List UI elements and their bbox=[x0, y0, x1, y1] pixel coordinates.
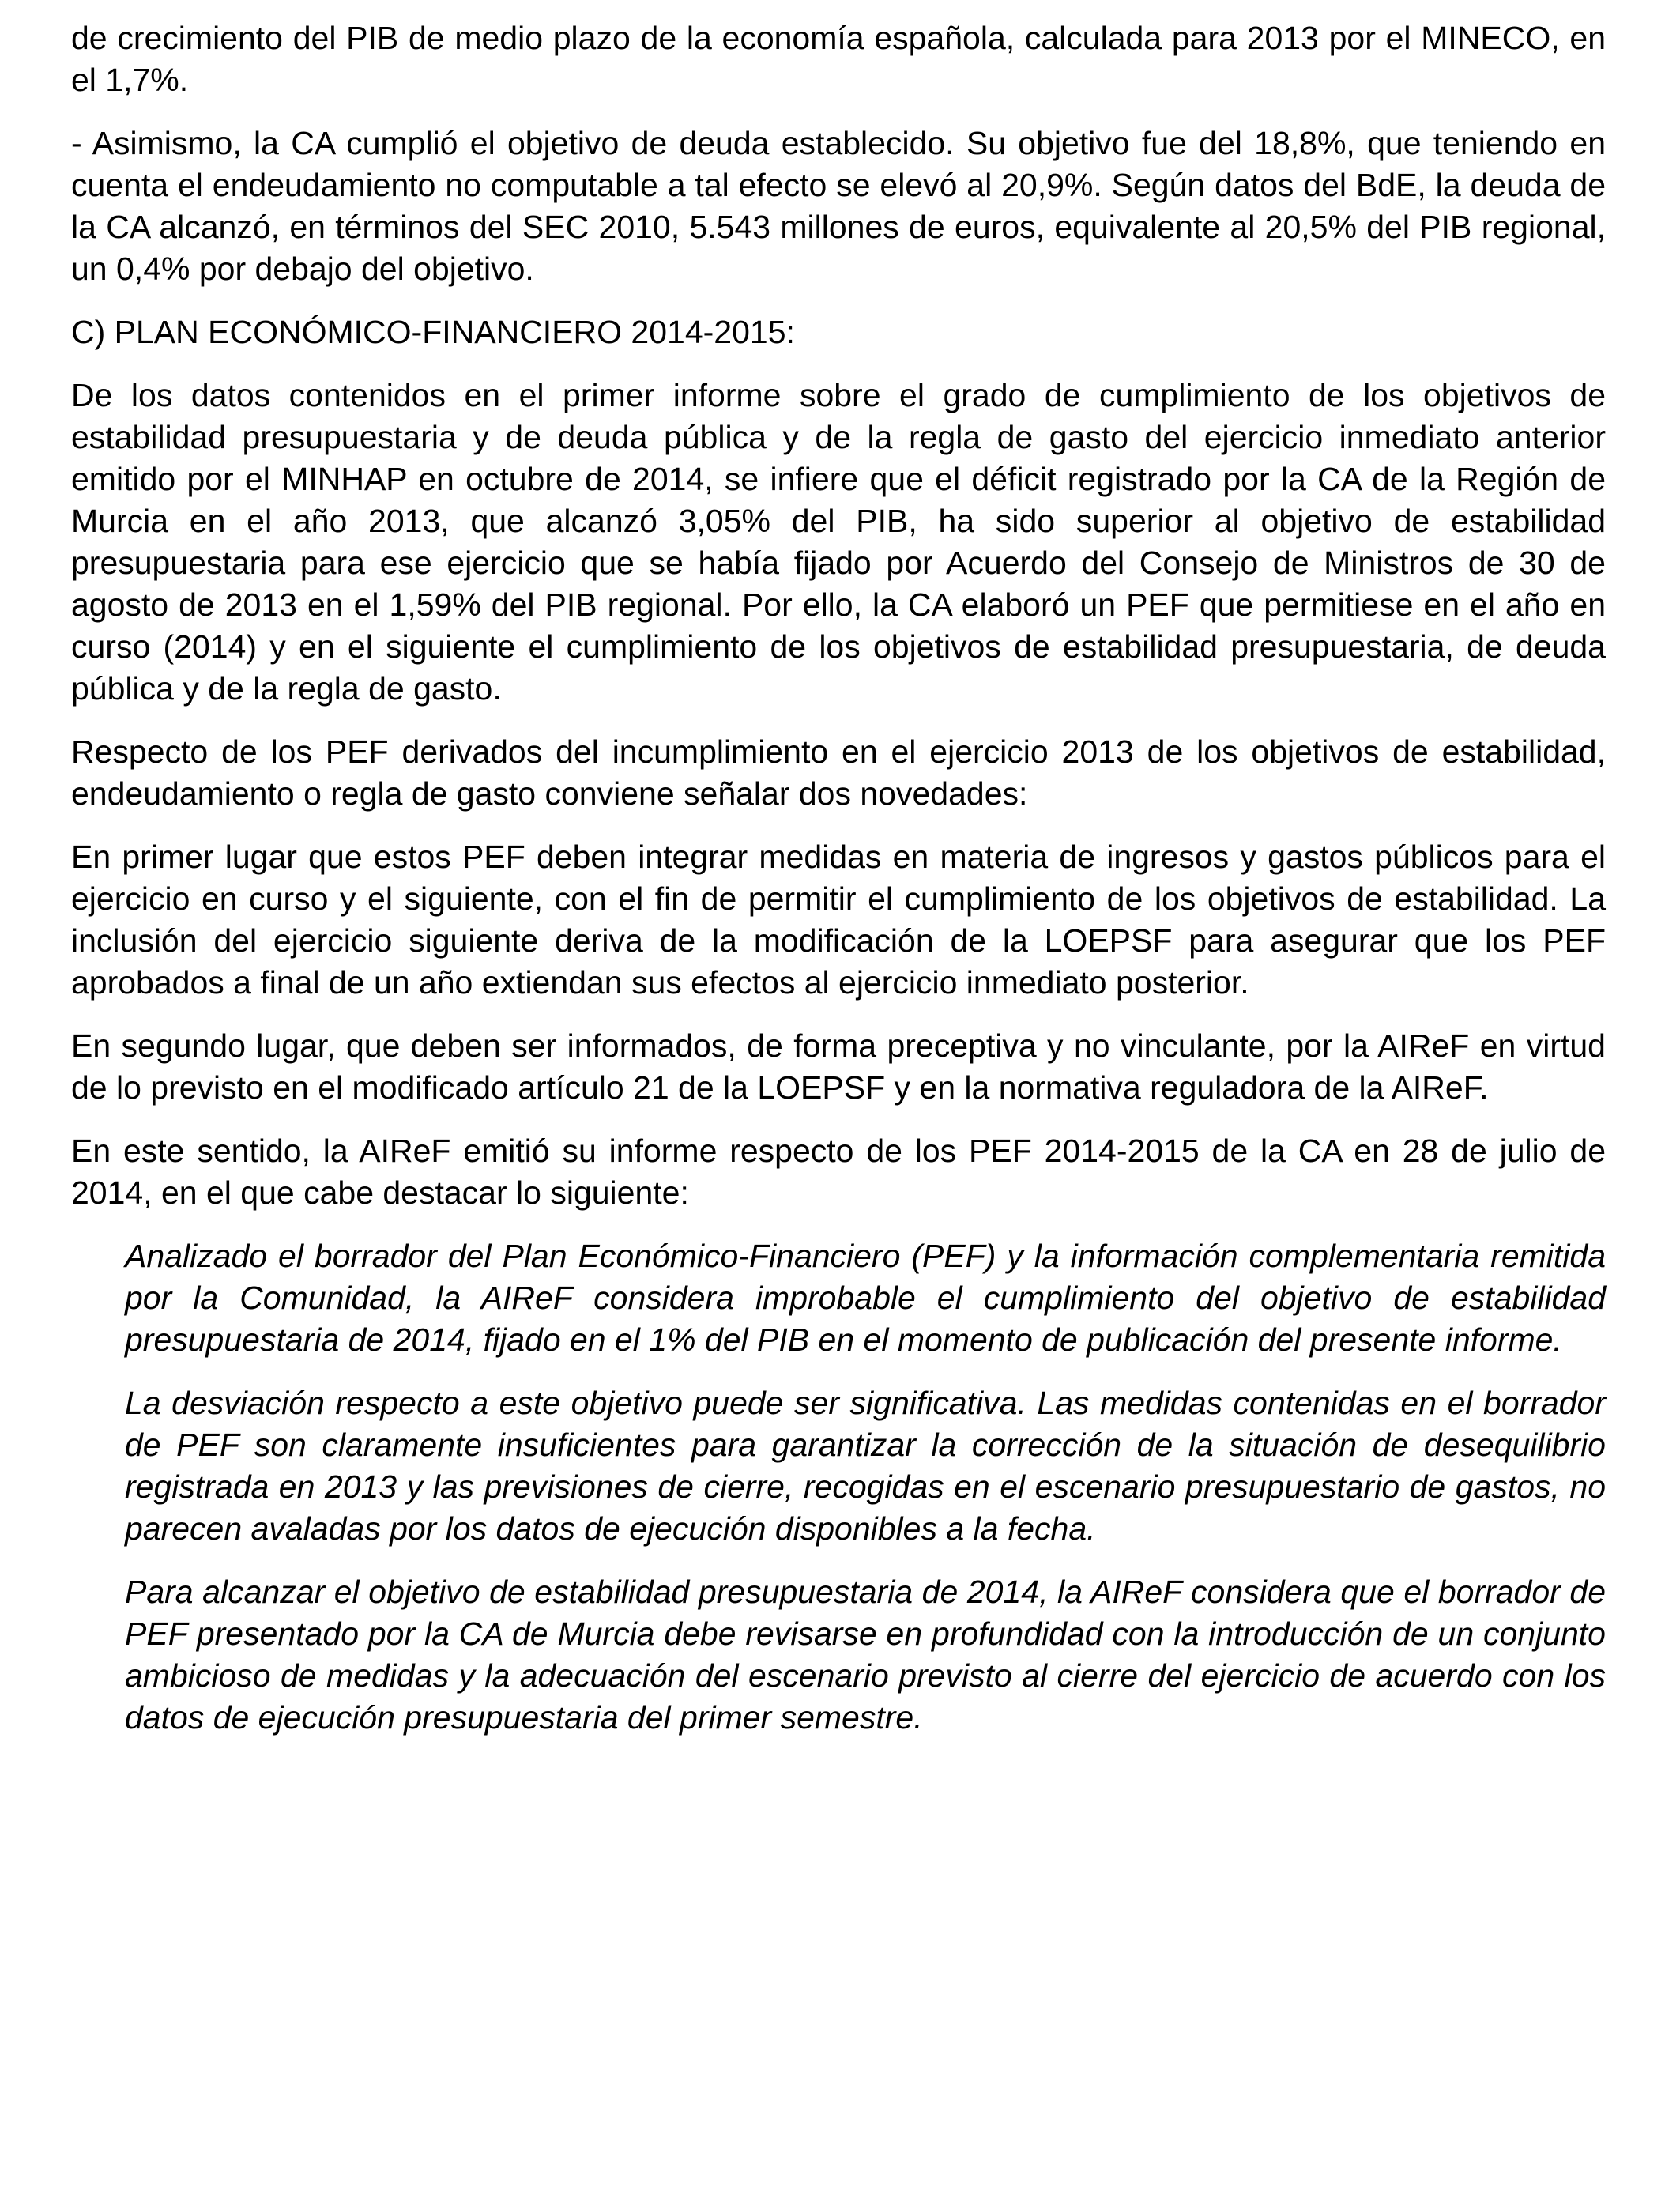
quoted-report bbox=[125, 1235, 1606, 1739]
paragraph-deficit: De los datos contenidos en el primer informe sobre el grado de cumplimiento de los objetivos de estabilidad presupuestaria y de deuda pública y de la regla de gasto del ejercicio inmediato anterior emitido por el MINHAP en octubre de 2014, se infiere que el déficit registrado por la CA de la Región de Murcia en el año 2013, que alcanzó 3,05% del PIB, ha sido superior al objetivo de estabilidad presupuestaria para ese ejercicio que se había fijado por Acuerdo del Consejo de Ministros de 30 de agosto de 2013 en el 1,59% del PIB regional. Por ello, la CA elaboró un PEF que permitiese en el año en curso (2014) y en el siguiente el cumplimiento de los objetivos de estabilidad presupuestaria, de deuda pública y de la regla de gasto. bbox=[71, 377, 1606, 707]
paragraph-first-novelty: En primer lugar que estos PEF deben integrar medidas en materia de ingresos y gastos públicos para el ejercicio en curso y el siguiente, con el fin de permitir el cumplimiento de los objetivos de estabilidad. La inclusión del ejercicio siguiente deriva de la modificación de la LOEPSF para asegurar que los PEF aprobados a final de un año extiendan sus efectos al ejercicio inmediato posterior. bbox=[71, 839, 1606, 1001]
document-page bbox=[71, 17, 1606, 1760]
paragraph-novelties: Respecto de los PEF derivados del incumplimiento en el ejercicio 2013 de los objetivos de estabilidad, endeudamiento o regla de gasto conviene señalar dos novedades: bbox=[71, 733, 1606, 812]
paragraph-second-novelty: En segundo lugar, que deben ser informados, de forma preceptiva y no vinculante, por la AIReF en virtud de lo previsto en el modificado artículo 21 de la LOEPSF y en la normativa reguladora de la AIReF. bbox=[71, 1027, 1606, 1106]
section-heading: C) PLAN ECONÓMICO-FINANCIERO 2014-2015: bbox=[71, 314, 795, 350]
quote-paragraph: Para alcanzar el objetivo de estabilidad presupuestaria de 2014, la AIReF considera que el borrador de PEF presentado por la CA de Murcia debe revisarse en profundidad con la introducción de un conjunto ambicioso de medidas y la adecuación del escenario previsto al cierre del ejercicio de acuerdo con los datos de ejecución presupuestaria del primer semestre. bbox=[125, 1574, 1606, 1736]
quote-paragraph: La desviación respecto a este objetivo puede ser significativa. Las medidas contenidas en el borrador de PEF son claramente insuficientes para garantizar la corrección de la situación de desequilibrio registrada en 2013 y las previsiones de cierre, recogidas en el escenario presupuestario de gastos, no parecen avaladas por los datos de ejecución disponibles a la fecha. bbox=[125, 1385, 1606, 1547]
paragraph-debt-objective: - Asimismo, la CA cumplió el objetivo de deuda establecido. Su objetivo fue del 18,8%, que teniendo en cuenta el endeudamiento no computable a tal efecto se elevó al 20,9%. Según datos del BdE, la deuda de la CA alcanzó, en términos del SEC 2010, 5.543 millones de euros, equivalente al 20,5% del PIB regional, un 0,4% por debajo del objetivo. bbox=[71, 125, 1606, 287]
quote-paragraph: Analizado el borrador del Plan Económico-Financiero (PEF) y la información complementaria remitida por la Comunidad, la AIReF considera improbable el cumplimiento del objetivo de estabilidad presupuestaria de 2014, fijado en el 1% del PIB en el momento de publicación del presente informe. bbox=[125, 1238, 1606, 1358]
paragraph-airef-report: En este sentido, la AIReF emitió su informe respecto de los PEF 2014-2015 de la CA en 28 de julio de 2014, en el que cabe destacar lo siguiente: bbox=[71, 1133, 1606, 1211]
paragraph-continuation: de crecimiento del PIB de medio plazo de la economía española, calculada para 2013 por el MINECO, en el 1,7%. bbox=[71, 20, 1606, 98]
